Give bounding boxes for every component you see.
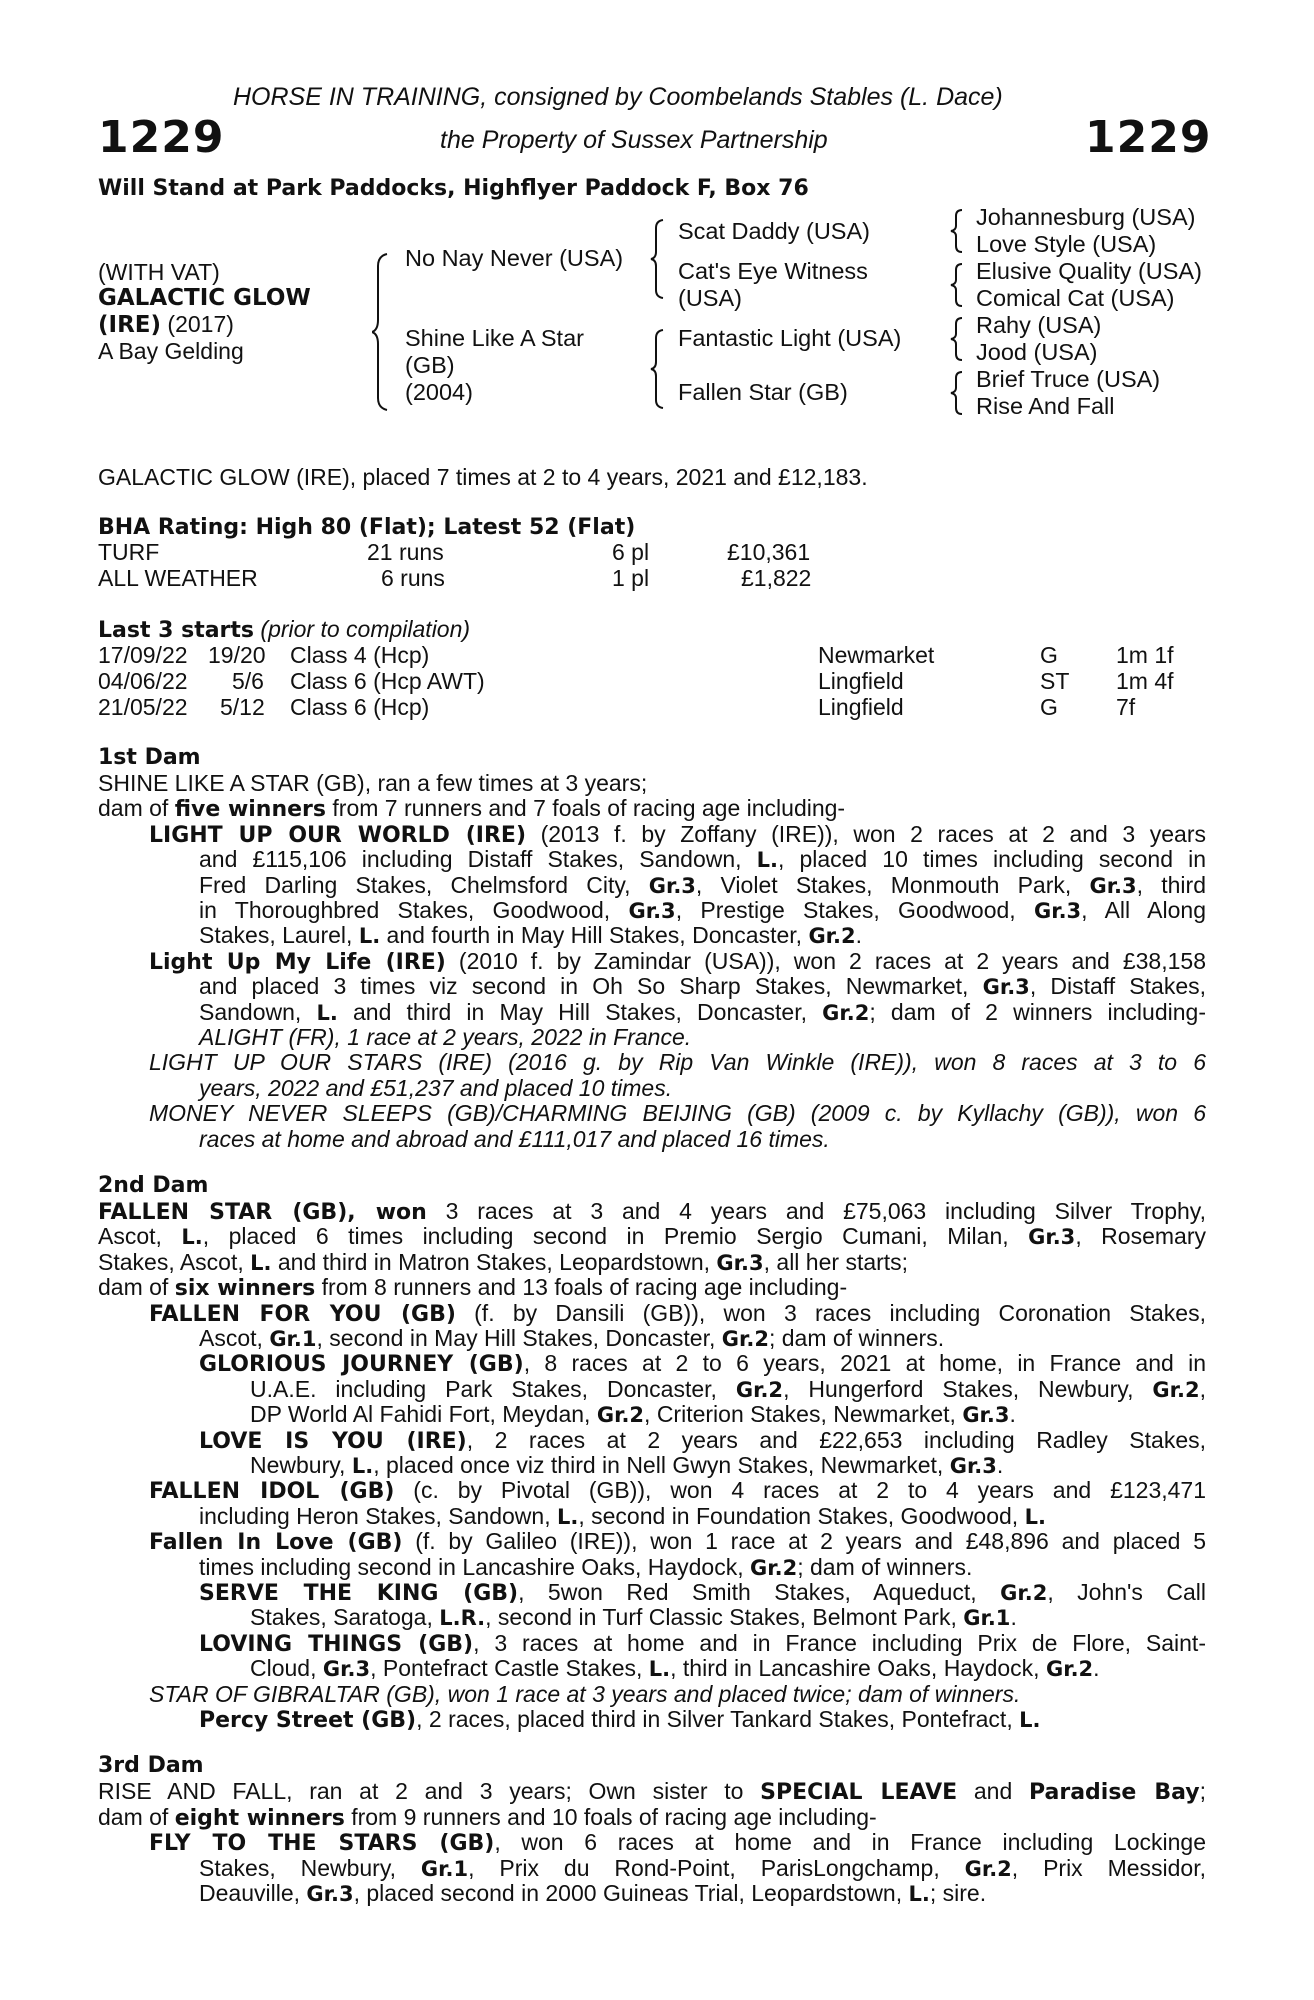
progeny-line: Stakes, Newbury, Gr.1, Prix du Rond-Point, ParisLongchamp, Gr.2, Prix Messidor, <box>199 1854 1206 1881</box>
pedigree-dam-dam: Fallen Star (GB) <box>678 379 848 405</box>
progeny-entry: Light Up My Life (IRE) (2010 f. by Zamindar (USA)), won 2 races at 2 years and £38,158 <box>149 947 1206 974</box>
start-race: Class 6 (Hcp AWT) <box>290 668 485 694</box>
progeny-line: STAR OF GIBRALTAR (GB), won 1 race at 3 years and placed twice; dam of winners. <box>149 1680 1021 1707</box>
pedigree-ddd: Rise And Fall <box>976 393 1115 419</box>
gen3-brace-4 <box>950 370 964 416</box>
last-starts-title: Last 3 starts (prior to compilation) <box>98 616 471 643</box>
rating-placed: 6 pl <box>612 539 650 565</box>
progeny-entry: FLY TO THE STARS (GB), won 6 races at home and in France including Lockinge <box>149 1829 1206 1856</box>
progeny-line: Stakes, Laurel, L. and fourth in May Hill Stakes, Doncaster, Gr.2. <box>199 922 863 949</box>
pedigree-dam-brace <box>650 328 666 410</box>
gen3-brace-2 <box>950 262 964 308</box>
progeny-line: Deauville, Gr.3, placed second in 2000 Guineas Trial, Leopardstown, L.; sire. <box>199 1880 987 1906</box>
second-dam-heading: 2nd Dam <box>98 1173 209 1198</box>
progeny-entry: dam of eight winners from 9 runners and 10 foals of racing age including- <box>98 1803 877 1831</box>
progeny-entry: LIGHT UP OUR STARS (IRE) (2016 g. by Rip Van Winkle (IRE)), won 8 races at 3 to 6 <box>149 1049 1206 1076</box>
gen3-brace-3 <box>950 316 964 362</box>
pedigree-sire-sire: Scat Daddy (USA) <box>678 218 870 244</box>
first-dam-heading: 1st Dam <box>98 745 201 770</box>
start-position: 5/6 <box>232 668 264 694</box>
progeny-entry: FALLEN FOR YOU (GB) (f. by Dansili (GB)), won 3 races including Coronation Stakes, <box>149 1299 1206 1326</box>
lot-number-left: 1229 <box>98 112 225 163</box>
pedigree-dsd: Jood (USA) <box>976 339 1098 365</box>
start-position: 19/20 <box>208 642 266 668</box>
progeny-line: Sandown, L. and third in May Hill Stakes, Doncaster, Gr.2; dam of 2 winners including- <box>199 998 1206 1025</box>
start-distance: 7f <box>1116 694 1136 720</box>
progeny-line: times including second in Lancashire Oaks, Haydock, Gr.2; dam of winners. <box>199 1553 973 1580</box>
rating-prize: £1,822 <box>741 565 812 591</box>
progeny-entry: GLORIOUS JOURNEY (GB), 8 races at 2 to 6 years, 2021 at home, in France and in <box>199 1350 1206 1377</box>
horse-name: GALACTIC GLOW <box>98 285 311 311</box>
pedigree-sire-dam: Cat's Eye Witness (USA) <box>678 258 868 311</box>
progeny-line: Ascot, L., placed 6 times including second in Premio Sergio Cumani, Milan, Gr.3, Rosemary <box>98 1223 1206 1250</box>
progeny-entry: dam of six winners from 8 runners and 13 foals of racing age including- <box>98 1274 848 1302</box>
start-course: Lingfield <box>818 668 904 694</box>
consignor-line: HORSE IN TRAINING, consigned by Coombelands Stables (L. Dace) <box>233 83 1003 111</box>
progeny-line: Ascot, Gr.1, second in May Hill Stakes, Doncaster, Gr.2; dam of winners. <box>199 1325 945 1351</box>
start-date: 04/06/22 <box>98 668 188 694</box>
dam-line: dam of five winners from 7 runners and 7 foals of racing age including- <box>98 795 846 823</box>
rating-runs: 6 runs <box>381 565 445 591</box>
pedigree-sss: Johannesburg (USA) <box>976 204 1196 230</box>
progeny-line: ALIGHT (FR), 1 race at 2 years, 2022 in France. <box>199 1024 692 1050</box>
progeny-line: Cloud, Gr.3, Pontefract Castle Stakes, L., third in Lancashire Oaks, Haydock, Gr.2. <box>250 1655 1100 1682</box>
rating-placed: 1 pl <box>612 565 650 591</box>
property-line: the Property of Sussex Partnership <box>440 126 828 154</box>
start-going: G <box>1040 642 1058 668</box>
rating-surface: TURF <box>98 539 160 565</box>
race-summary: GALACTIC GLOW (IRE), placed 7 times at 2 to 4 years, 2021 and £12,183. <box>98 464 868 490</box>
progeny-line: years, 2022 and £51,237 and placed 10 times. <box>199 1074 673 1101</box>
progeny-line: RISE AND FALL, ran at 2 and 3 years; Own sister to SPECIAL LEAVE and Paradise Bay; <box>98 1778 1206 1805</box>
bha-rating-title: BHA Rating: High 80 (Flat); Latest 52 (Flat) <box>98 515 636 540</box>
start-course: Lingfield <box>818 694 904 720</box>
progeny-line: Fred Darling Stakes, Chelmsford City, Gr.3, Violet Stakes, Monmouth Park, Gr.3, third <box>199 871 1206 898</box>
start-race: Class 4 (Hcp) <box>290 642 430 668</box>
lot-number-right: 1229 <box>1085 112 1212 163</box>
pedigree-sire: No Nay Never (USA) <box>405 245 624 271</box>
progeny-entry: SERVE THE KING (GB), 5won Red Smith Stakes, Aqueduct, Gr.2, John's Call <box>199 1579 1206 1605</box>
progeny-line: Stakes, Ascot, L. and third in Matron Stakes, Leopardstown, Gr.3, all her starts; <box>98 1248 909 1275</box>
progeny-line: in Thoroughbred Stakes, Goodwood, Gr.3, Prestige Stakes, Goodwood, Gr.3, All Along <box>199 897 1206 923</box>
dam-line: SHINE LIKE A STAR (GB), ran a few times at 3 years; <box>98 770 648 796</box>
start-going: G <box>1040 694 1058 720</box>
progeny-line: and £115,106 including Distaff Stakes, Sandown, L., placed 10 times including second in <box>199 846 1206 873</box>
gen3-brace-1 <box>950 208 964 254</box>
pedigree-ssd: Love Style (USA) <box>976 231 1157 257</box>
progeny-line: U.A.E. including Park Stakes, Doncaster, Gr.2, Hungerford Stakes, Newbury, Gr.2, <box>250 1375 1206 1402</box>
pedigree-main-brace <box>372 252 392 412</box>
progeny-entry: LOVE IS YOU (IRE), 2 races at 2 years and £22,653 including Radley Stakes, <box>199 1426 1206 1453</box>
stand-location: Will Stand at Park Paddocks, Highflyer Paddock F, Box 76 <box>98 176 809 201</box>
progeny-line: DP World Al Fahidi Fort, Meydan, Gr.2, Criterion Stakes, Newmarket, Gr.3. <box>250 1401 1016 1428</box>
progeny-line: races at home and abroad and £111,017 and placed 16 times. <box>199 1125 830 1152</box>
start-race: Class 6 (Hcp) <box>290 694 430 720</box>
progeny-entry: MONEY NEVER SLEEPS (GB)/CHARMING BEIJING (GB) (2009 c. by Kyllachy (GB)), won 6 <box>149 1100 1206 1127</box>
third-dam-heading: 3rd Dam <box>98 1753 204 1779</box>
progeny-entry: Percy Street (GB), 2 races, placed third in Silver Tankard Stakes, Pontefract, L. <box>199 1706 1041 1733</box>
start-distance: 1m 4f <box>1116 668 1174 694</box>
start-date: 21/05/22 <box>98 694 188 720</box>
vat-note: (WITH VAT) <box>98 259 220 285</box>
start-date: 17/09/22 <box>98 642 188 668</box>
pedigree-sdd: Comical Cat (USA) <box>976 285 1175 311</box>
start-distance: 1m 1f <box>1116 642 1174 668</box>
progeny-line: and placed 3 times viz second in Oh So Sharp Stakes, Newmarket, Gr.3, Distaff Stakes, <box>199 973 1206 1000</box>
horse-origin: (IRE) (2017) <box>98 311 234 338</box>
pedigree-dam: Shine Like A Star (GB) (2004) <box>405 325 584 405</box>
pedigree-dds: Brief Truce (USA) <box>976 366 1161 392</box>
progeny-entry: LOVING THINGS (GB), 3 races at home and in France including Prix de Flore, Saint- <box>199 1629 1206 1656</box>
start-course: Newmarket <box>818 642 935 668</box>
start-position: 5/12 <box>220 694 265 720</box>
progeny-entry: FALLEN STAR (GB), won 3 races at 3 and 4 years and £75,063 including Silver Trophy, <box>98 1198 1206 1224</box>
start-going: ST <box>1040 668 1070 694</box>
pedigree-dss: Rahy (USA) <box>976 312 1102 338</box>
progeny-entry: FALLEN IDOL (GB) (c. by Pivotal (GB)), won 4 races at 2 to 4 years and £123,471 <box>149 1477 1206 1504</box>
progeny-line: Stakes, Saratoga, L.R., second in Turf Classic Stakes, Belmont Park, Gr.1. <box>250 1604 1017 1631</box>
progeny-line: Newbury, L., placed once viz third in Nell Gwyn Stakes, Newmarket, Gr.3. <box>250 1452 1004 1478</box>
pedigree-sire-brace <box>650 218 666 300</box>
rating-runs: 21 runs <box>367 539 444 565</box>
progeny-entry: LIGHT UP OUR WORLD (IRE) (2013 f. by Zoffany (IRE)), won 2 races at 2 and 3 years <box>149 820 1206 847</box>
progeny-line: including Heron Stakes, Sandown, L., second in Foundation Stakes, Goodwood, L. <box>199 1502 1046 1529</box>
pedigree-sds: Elusive Quality (USA) <box>976 258 1202 284</box>
progeny-entry: Fallen In Love (GB) (f. by Galileo (IRE)), won 1 race at 2 years and £48,896 and placed 5 <box>149 1528 1206 1555</box>
rating-prize: £10,361 <box>727 539 811 565</box>
rating-surface: ALL WEATHER <box>98 565 258 591</box>
horse-description: A Bay Gelding <box>98 338 244 364</box>
pedigree-dam-sire: Fantastic Light (USA) <box>678 325 902 351</box>
